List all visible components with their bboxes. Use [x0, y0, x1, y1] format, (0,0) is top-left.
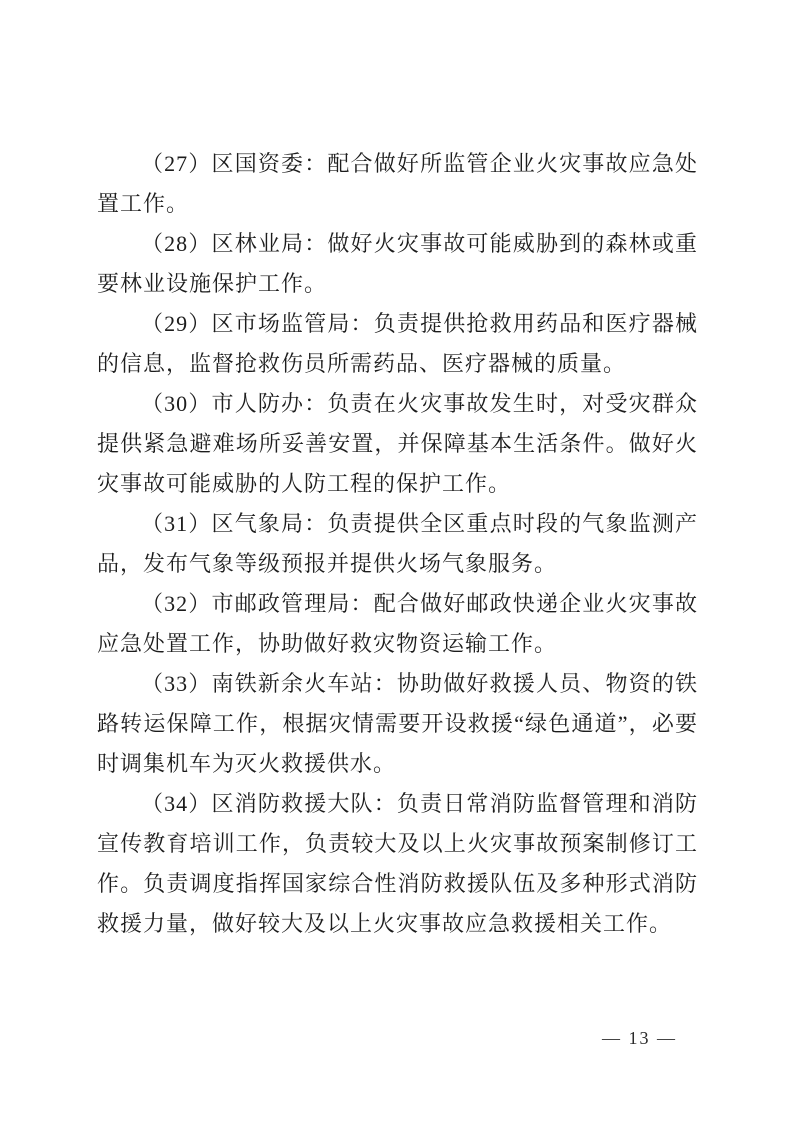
paragraph-28: （28）区林业局：做好火灾事故可能威胁到的森林或重要林业设施保护工作。: [97, 231, 698, 296]
paragraph-27: （27）区国资委：配合做好所监管企业火灾事故应急处置工作。: [97, 151, 698, 216]
paragraph-34: （34）区消防救援大队：负责日常消防监督管理和消防宣传教育培训工作，负责较大及以上火灾事故预案制修订工作。负责调度指挥国家综合性消防救援队伍及多种形式消防救援力量，做好较大及以上火灾事故应急救援相关工作。: [97, 791, 698, 936]
paragraph-list: [97, 144, 698, 944]
paragraph-33: （33）南铁新余火车站：协助做好救援人员、物资的铁路转运保障工作，根据灾情需要开设救援“绿色通道”，必要时调集机车为灭火救援供水。: [97, 671, 698, 776]
paragraph-29: （29）区市场监管局：负责提供抢救用药品和医疗器械的信息，监督抢救伤员所需药品、医疗器械的质量。: [97, 311, 698, 376]
page-number: — 13 —: [602, 1028, 677, 1048]
paragraph-30: （30）市人防办：负责在火灾事故发生时，对受灾群众提供紧急避难场所妥善安置，并保障基本生活条件。做好火灾事故可能威胁的人防工程的保护工作。: [97, 391, 698, 496]
paragraph-32: （32）市邮政管理局：配合做好邮政快递企业火灾事故应急处置工作，协助做好救灾物资运输工作。: [97, 591, 698, 656]
page-footer: [0, 1028, 697, 1049]
paragraph-31: （31）区气象局：负责提供全区重点时段的气象监测产品，发布气象等级预报并提供火场气象服务。: [97, 511, 698, 576]
